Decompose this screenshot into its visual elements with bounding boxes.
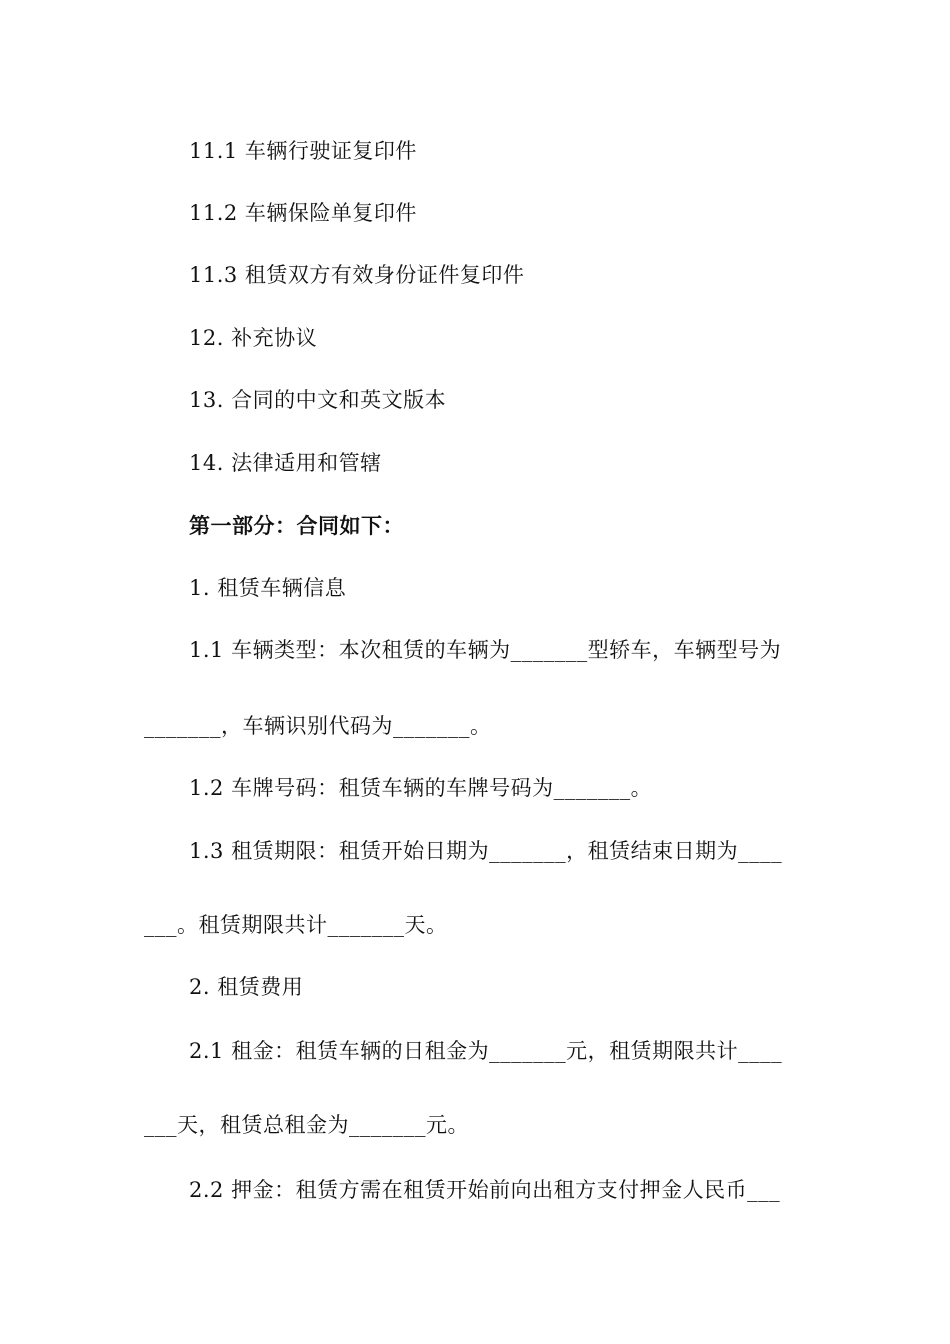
clause-2-2: 2.2 押金：租赁方需在租赁开始前向出租方支付押金人民币___ xyxy=(189,1178,781,1202)
clause-1-3-continued: ___。租赁期限共计_______天。 xyxy=(144,913,448,937)
item-11-3: 11.3 租赁双方有效身份证件复印件 xyxy=(189,263,525,287)
clause-1-title: 1. 租赁车辆信息 xyxy=(189,576,347,600)
clause-1-3: 1.3 租赁期限：租赁开始日期为_______，租赁结束日期为____ xyxy=(189,839,783,863)
clause-2-1: 2.1 租金：租赁车辆的日租金为_______元，租赁期限共计____ xyxy=(189,1039,783,1063)
item-14: 14. 法律适用和管辖 xyxy=(189,451,382,475)
clause-2-1-continued: ___天，租赁总租金为_______元。 xyxy=(144,1113,469,1137)
clause-2-title: 2. 租赁费用 xyxy=(189,975,304,999)
section-heading: 第一部分：合同如下： xyxy=(189,514,404,538)
clause-1-1: 1.1 车辆类型：本次租赁的车辆为_______型轿车，车辆型号为 xyxy=(189,638,782,662)
item-12: 12. 补充协议 xyxy=(189,326,318,350)
clause-1-1-continued: _______，车辆识别代码为_______。 xyxy=(144,714,492,738)
item-11-2: 11.2 车辆保险单复印件 xyxy=(189,201,417,225)
item-11-1: 11.1 车辆行驶证复印件 xyxy=(189,139,417,163)
item-13: 13. 合同的中文和英文版本 xyxy=(189,388,447,412)
clause-1-2: 1.2 车牌号码：租赁车辆的车牌号码为_______。 xyxy=(189,776,653,800)
